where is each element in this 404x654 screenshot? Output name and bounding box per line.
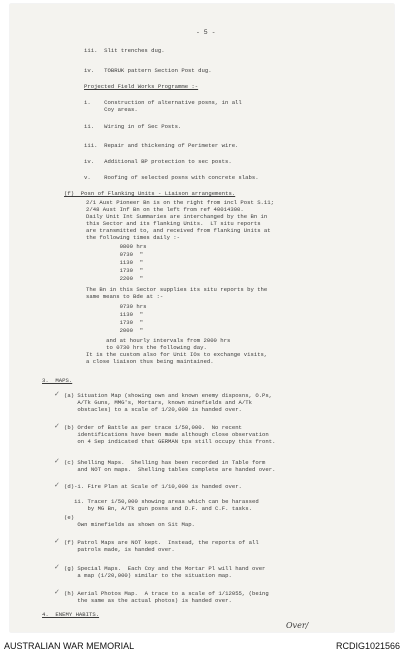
- text-line: (g) Special Maps. Each Coy and the Mortar Pl will hand over: [64, 565, 266, 572]
- text-line: iii. Slit trenches dug.: [84, 47, 165, 54]
- text-line: iii. Repair and thickening of Perimeter wire.: [84, 142, 239, 149]
- text-line: iv. TOBRUK pattern Section Post dug.: [84, 67, 212, 74]
- handwritten-note: Over/: [286, 621, 309, 630]
- time-entry: 0730 ": [86, 251, 144, 258]
- text-line: obstacles) to a scale of 1/20,000 is handed over.: [64, 406, 242, 413]
- archive-footer: [0, 639, 404, 654]
- text-line: (a) Situation Map (showing own and known enemy disposns, O.Ps,: [64, 392, 273, 399]
- tick-mark-icon: ✓: [54, 422, 60, 430]
- text-line: a map (1/20,000) similar to the situation map.: [64, 572, 232, 579]
- text-line: identifications have been made although close observation: [64, 431, 269, 438]
- section-heading: 4. ENEMY HABITS.: [42, 611, 100, 618]
- text-line: v. Roofing of selected posns with concrete slabs.: [84, 174, 259, 181]
- text-line: Daily Unit Int Summaries are interchanged by the Bn in: [86, 213, 268, 220]
- text-line: Own minefields as shown on Sit Map.: [64, 521, 195, 528]
- text-line: (c) Shelling Maps. Shelling has been recorded in Table form: [64, 459, 266, 466]
- time-entry: 1130 ": [86, 259, 144, 266]
- time-entry: 1730 ": [86, 319, 144, 326]
- text-line: ii. Tracer 1/50,000 showing areas which can be harassed: [64, 498, 259, 505]
- text-line: A/Tk Guns, MMG's, Mortars, known minefields and A/Tk: [64, 399, 252, 406]
- text-line: on 4 Sep indicated that GERMAN tps still occupy this front.: [64, 438, 276, 445]
- section-heading: Projected Field Works Programme :-: [84, 83, 199, 90]
- text-line: ii. Wiring in of Sec Posts.: [84, 123, 182, 130]
- text-line: the following times daily :-: [86, 234, 180, 241]
- text-line: and NOT on maps. Shelling tables complete are handed over.: [64, 466, 276, 473]
- time-entry: 1730 ": [86, 267, 144, 274]
- text-line: and at hourly intervals from 2000 hrs: [86, 337, 231, 344]
- text-line: i. Construction of alternative posns, in all: [84, 99, 242, 106]
- tick-mark-icon: ✓: [54, 481, 60, 489]
- text-line: the same as the actual photos) is handed over.: [64, 597, 232, 604]
- text-line: a close liaison thus being maintained.: [86, 358, 214, 365]
- text-line: 2/48 Aust Inf Bn on the left from ref 40014300.: [86, 206, 244, 213]
- text-line: Coy areas.: [84, 106, 138, 113]
- text-line: (h) Aerial Photos Map. A trace to a scale of 1/12055, (being: [64, 590, 269, 597]
- time-entry: 0800 hrs: [86, 243, 147, 250]
- time-entry: 0730 hrs: [86, 303, 147, 310]
- section-heading: (f) Posn of Flanking Units - Liaison arrangements.: [64, 190, 236, 197]
- tick-mark-icon: ✓: [54, 537, 60, 545]
- time-entry: 2000 ": [86, 327, 144, 334]
- text-line: The Bn in this Sector supplies its situ reports by the: [86, 286, 268, 293]
- page-number: - 5 -: [196, 29, 216, 36]
- archive-name: AUSTRALIAN WAR MEMORIAL: [4, 641, 135, 651]
- text-line: (b) Order of Battle as per trace 1/50,000. No recent: [64, 424, 242, 431]
- text-line: this Sector and its flanking Units. LT situ reports: [86, 220, 261, 227]
- tick-mark-icon: ✓: [54, 457, 60, 465]
- time-entry: 2200 ": [86, 275, 144, 282]
- text-line: by MG Bn, A/Tk gun posns and D.F. and C.F. tasks.: [64, 505, 252, 512]
- text-line: patrols made, is handed over.: [64, 546, 175, 553]
- text-line: It is the custom also for Unit IOs to exchange visits,: [86, 351, 268, 358]
- text-line: (f) Patrol Maps are NOT kept. Instead, the reports of all: [64, 539, 259, 546]
- text-line: same means to Bde at :-: [86, 293, 164, 300]
- text-line: (d)-i. Fire Plan at Scale of 1/10,000 is handed over.: [64, 483, 242, 490]
- text-line: iv. Additional BP protection to sec posts.: [84, 158, 232, 165]
- tick-mark-icon: ✓: [54, 563, 60, 571]
- text-line: 2/1 Aust Pioneer Bn is on the right from incl Post S.11;: [86, 199, 274, 206]
- item-label: (e): [64, 514, 75, 521]
- time-entry: 1130 ": [86, 311, 144, 318]
- archive-reference: RCDIG1021566: [335, 641, 400, 651]
- section-heading: 3. MAPS.: [42, 377, 73, 384]
- tick-mark-icon: ✓: [54, 390, 60, 398]
- text-line: are transmitted to, and received from flanking Units at: [86, 227, 271, 234]
- text-line: to 0730 hrs the following day.: [86, 344, 207, 351]
- document-page: [10, 4, 394, 632]
- tick-mark-icon: ✓: [54, 588, 60, 596]
